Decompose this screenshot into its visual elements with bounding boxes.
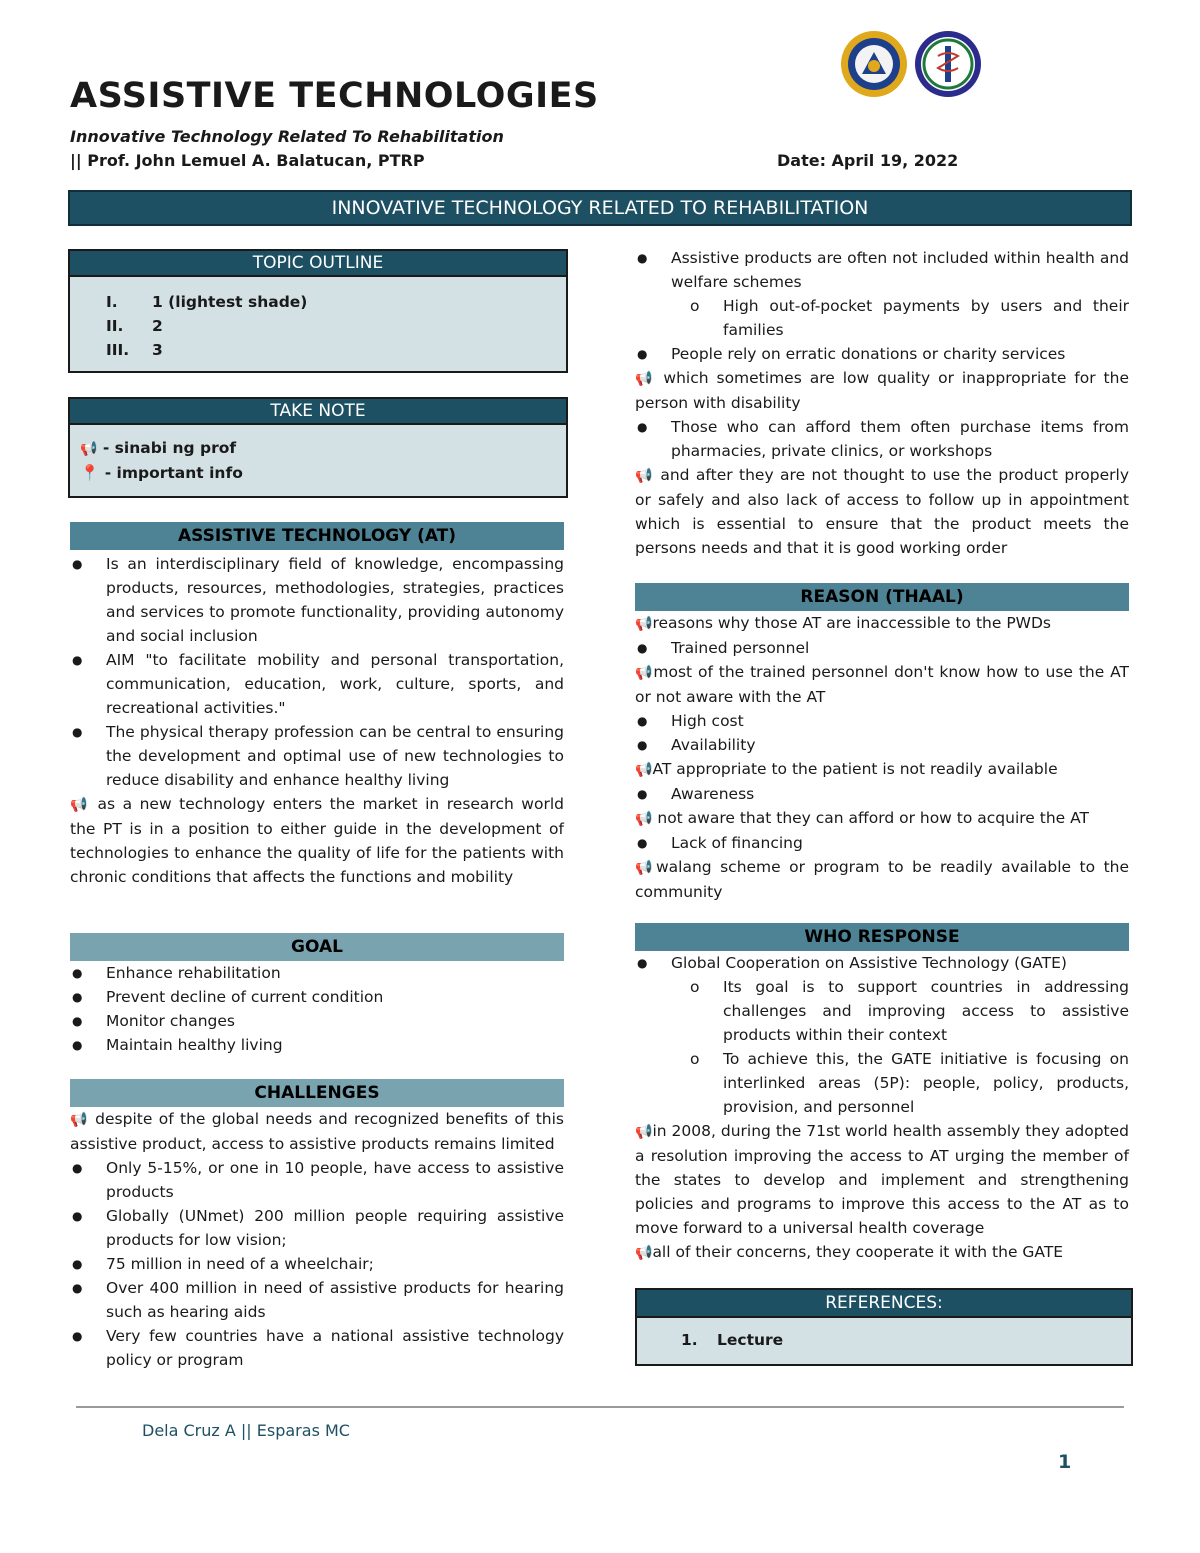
- megaphone-icon: 📢: [635, 616, 653, 632]
- list-item: ● Lack of financing: [635, 831, 1129, 855]
- list-item: ● Prevent decline of current condition: [70, 985, 564, 1009]
- megaphone-icon: 📢: [635, 762, 653, 778]
- sub-list-item: o To achieve this, the GATE initiative is focusing on interlinked areas (5P): people, policy, products, provision, and personnel: [635, 1047, 1129, 1119]
- topic-outline-box: [68, 249, 568, 373]
- topic-outline-heading: TOPIC OUTLINE: [70, 251, 566, 277]
- megaphone-icon: 📢: [70, 797, 91, 813]
- access-barriers-section: [635, 246, 1129, 560]
- lecture-date: Date: April 19, 2022: [777, 151, 959, 170]
- list-item: ● Maintain healthy living: [70, 1033, 564, 1057]
- list-item: ● Only 5-15%, or one in 10 people, have access to assistive products: [70, 1156, 564, 1204]
- list-item: ● Monitor changes: [70, 1009, 564, 1033]
- at-heading: ASSISTIVE TECHNOLOGY (AT): [70, 522, 564, 550]
- prof-note: 📢all of their concerns, they cooperate it with the GATE: [635, 1243, 1064, 1261]
- take-note-heading: TAKE NOTE: [70, 399, 566, 425]
- list-item: ● Very few countries have a national assistive technology policy or program: [70, 1324, 564, 1372]
- reference-item: 1. Lecture: [681, 1331, 784, 1349]
- prof-note: 📢most of the trained personnel don't know how to use the AT or not aware with the AT: [635, 663, 1129, 706]
- list-item: ● Trained personnel: [635, 636, 1129, 660]
- list-item: ● Global Cooperation on Assistive Technology (GATE): [635, 951, 1129, 975]
- list-item: ● The physical therapy profession can be central to ensuring the development and optimal use of new technologies to reduce disability and enhance healthy living: [70, 720, 564, 792]
- footer-authors: Dela Cruz A || Esparas MC: [142, 1421, 350, 1440]
- sub-list-item: o High out-of-pocket payments by users and their families: [635, 294, 1129, 342]
- main-section-banner: INNOVATIVE TECHNOLOGY RELATED TO REHABILITATION: [68, 190, 1132, 226]
- megaphone-icon: 📢: [635, 468, 654, 484]
- reason-section: [635, 583, 1129, 904]
- sub-list-item: o Its goal is to support countries in addressing challenges and improving access to assistive products within their context: [635, 975, 1129, 1047]
- prof-note: 📢 which sometimes are low quality or inappropriate for the person with disability: [635, 369, 1129, 412]
- outline-item: II. 2: [106, 317, 163, 335]
- prof-note: 📢 as a new technology enters the market in research world the PT is in a position to either guide in the development of technologies to enhance the quality of life for the patients with chronic conditions that affects the functions and mobility: [70, 795, 564, 886]
- college-seal-logo: [914, 30, 982, 98]
- list-item: ● High cost: [635, 709, 1129, 733]
- list-item: ● People rely on erratic donations or charity services: [635, 342, 1129, 366]
- list-item: ● Enhance rehabilitation: [70, 961, 564, 985]
- university-seal-logo: [840, 30, 908, 98]
- who-heading: WHO RESPONSE: [635, 923, 1129, 951]
- page-number: 1: [1058, 1451, 1072, 1473]
- page-title: ASSISTIVE TECHNOLOGIES: [70, 76, 599, 116]
- megaphone-icon: 📢: [635, 371, 656, 387]
- pushpin-icon: 📍: [80, 464, 100, 482]
- goal-heading: GOAL: [70, 933, 564, 961]
- megaphone-icon: 📢: [635, 1245, 653, 1261]
- megaphone-icon: 📢: [635, 1124, 653, 1140]
- page-subtitle: Innovative Technology Related To Rehabilitation: [70, 127, 504, 146]
- megaphone-icon: 📢: [635, 811, 653, 827]
- prof-note: 📢 despite of the global needs and recognized benefits of this assistive product, access to assistive products remains limited: [70, 1110, 564, 1153]
- list-item: ● 75 million in need of a wheelchair;: [70, 1252, 564, 1276]
- goal-section: [70, 933, 564, 1057]
- megaphone-icon: 📢: [80, 441, 98, 457]
- references-box: [635, 1288, 1133, 1366]
- take-note-item: 📢 - sinabi ng prof: [80, 439, 237, 457]
- outline-item: I. 1 (lightest shade): [106, 293, 308, 311]
- list-item: ● Is an interdisciplinary field of knowledge, encompassing products, resources, methodologies, strategies, practices and services to promote functionality, providing autonomy and social inclusion: [70, 552, 564, 648]
- references-heading: REFERENCES:: [637, 1290, 1131, 1318]
- list-item: ● Availability: [635, 733, 1129, 757]
- megaphone-icon: 📢: [635, 665, 654, 681]
- outline-item: III. 3: [106, 341, 163, 359]
- challenges-heading: CHALLENGES: [70, 1079, 564, 1107]
- assistive-technology-section: [70, 522, 564, 889]
- take-note-box: [68, 397, 568, 498]
- who-response-section: [635, 923, 1129, 1265]
- prof-note: 📢 and after they are not thought to use the product properly or safely and also lack of access to follow up in appointment which is essential to ensure that the product meets the persons needs and that it is good working order: [635, 466, 1130, 557]
- prof-note: 📢in 2008, during the 71st world health assembly they adopted a resolution improving the access to AT urging the member of the states to develop and implement and strengthening policies and programs to improve this access to the AT as to move forward to a universal health coverage: [635, 1122, 1129, 1237]
- professor-line: || Prof. John Lemuel A. Balatucan, PTRP: [70, 151, 425, 170]
- megaphone-icon: 📢: [635, 860, 656, 876]
- take-note-item: 📍 - important info: [80, 464, 243, 482]
- list-item: ● Those who can afford them often purchase items from pharmacies, private clinics, or workshops: [635, 415, 1129, 463]
- prof-note: 📢 not aware that they can afford or how to acquire the AT: [635, 809, 1089, 827]
- prof-note: 📢AT appropriate to the patient is not readily available: [635, 760, 1058, 778]
- megaphone-icon: 📢: [70, 1112, 89, 1128]
- list-item: ● Awareness: [635, 782, 1129, 806]
- footer-divider: [76, 1406, 1124, 1408]
- prof-note: 📢walang scheme or program to be readily available to the community: [635, 858, 1130, 901]
- reason-heading: REASON (THAAL): [635, 583, 1129, 611]
- challenges-section: [70, 1079, 564, 1372]
- prof-note: 📢reasons why those AT are inaccessible to the PWDs: [635, 614, 1052, 632]
- list-item: ● AIM "to facilitate mobility and personal transportation, communication, education, work, culture, sports, and recreational activities.": [70, 648, 564, 720]
- list-item: ● Assistive products are often not included within health and welfare schemes: [635, 246, 1129, 294]
- list-item: ● Globally (UNmet) 200 million people requiring assistive products for low vision;: [70, 1204, 564, 1252]
- list-item: ● Over 400 million in need of assistive products for hearing such as hearing aids: [70, 1276, 564, 1324]
